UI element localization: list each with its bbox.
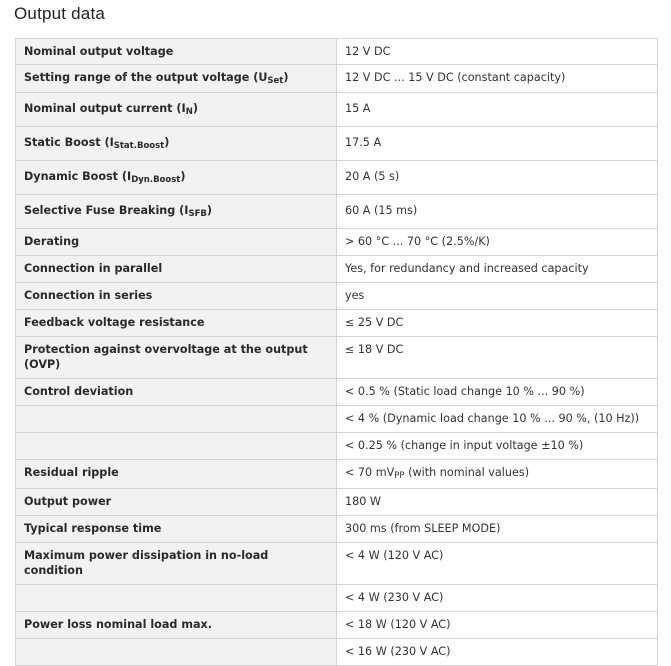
table-row: [16, 337, 658, 379]
row-label: Derating: [16, 229, 337, 256]
row-label: Connection in parallel: [16, 256, 337, 283]
row-label: Typical response time: [16, 516, 337, 543]
row-value: Yes, for redundancy and increased capacity: [337, 256, 658, 283]
row-label: [16, 406, 337, 433]
table-row: [16, 256, 658, 283]
table-row: [16, 65, 658, 93]
row-label: Dynamic Boost (IDyn.Boost): [16, 161, 337, 195]
row-label: Power loss nominal load max.: [16, 612, 337, 639]
row-value: < 4 % (Dynamic load change 10 % ... 90 %, (10 Hz)): [337, 406, 658, 433]
row-label: Static Boost (IStat.Boost): [16, 127, 337, 161]
row-value: 180 W: [337, 489, 658, 516]
row-value: < 16 W (230 V AC): [337, 639, 658, 666]
row-value: < 18 W (120 V AC): [337, 612, 658, 639]
table-row: [16, 93, 658, 127]
table-row: [16, 195, 658, 229]
row-value: ≤ 18 V DC: [337, 337, 658, 379]
row-label: Output power: [16, 489, 337, 516]
row-label: [16, 585, 337, 612]
table-row: [16, 283, 658, 310]
table-row: [16, 161, 658, 195]
table-row: [16, 543, 658, 585]
row-label: Setting range of the output voltage (USet): [16, 65, 337, 93]
row-label: Protection against overvoltage at the output (OVP): [16, 337, 337, 379]
row-label: Residual ripple: [16, 460, 337, 489]
table-row: [16, 433, 658, 460]
table-row: [16, 127, 658, 161]
row-value: 15 A: [337, 93, 658, 127]
table-row: [16, 489, 658, 516]
row-value: 12 V DC ... 15 V DC (constant capacity): [337, 65, 658, 93]
table-row: [16, 310, 658, 337]
table-row: [16, 460, 658, 489]
row-label: Feedback voltage resistance: [16, 310, 337, 337]
row-label: Control deviation: [16, 379, 337, 406]
table-row: [16, 639, 658, 666]
table-row: [16, 612, 658, 639]
row-label: [16, 433, 337, 460]
page-title: Output data: [14, 4, 106, 23]
row-value: > 60 °C ... 70 °C (2.5%/K): [337, 229, 658, 256]
row-value: 20 A (5 s): [337, 161, 658, 195]
row-label: Nominal output current (IN): [16, 93, 337, 127]
row-value: 300 ms (from SLEEP MODE): [337, 516, 658, 543]
table-row: [16, 516, 658, 543]
row-value: < 0.5 % (Static load change 10 % ... 90 %): [337, 379, 658, 406]
row-value: < 0.25 % (change in input voltage ±10 %): [337, 433, 658, 460]
table-row: [16, 39, 658, 65]
row-value: < 70 mVPP (with nominal values): [337, 460, 658, 489]
table-row: [16, 229, 658, 256]
row-label: Maximum power dissipation in no-load condition: [16, 543, 337, 585]
row-label: Selective Fuse Breaking (ISFB): [16, 195, 337, 229]
row-value: ≤ 25 V DC: [337, 310, 658, 337]
row-value: 60 A (15 ms): [337, 195, 658, 229]
table-row: [16, 379, 658, 406]
row-label: Nominal output voltage: [16, 39, 337, 65]
table-row: [16, 406, 658, 433]
row-label: [16, 639, 337, 666]
output-data-table: [15, 38, 658, 666]
row-value: 12 V DC: [337, 39, 658, 65]
row-value: < 4 W (230 V AC): [337, 585, 658, 612]
row-value: yes: [337, 283, 658, 310]
table-row: [16, 585, 658, 612]
row-value: 17.5 A: [337, 127, 658, 161]
row-label: Connection in series: [16, 283, 337, 310]
row-value: < 4 W (120 V AC): [337, 543, 658, 585]
